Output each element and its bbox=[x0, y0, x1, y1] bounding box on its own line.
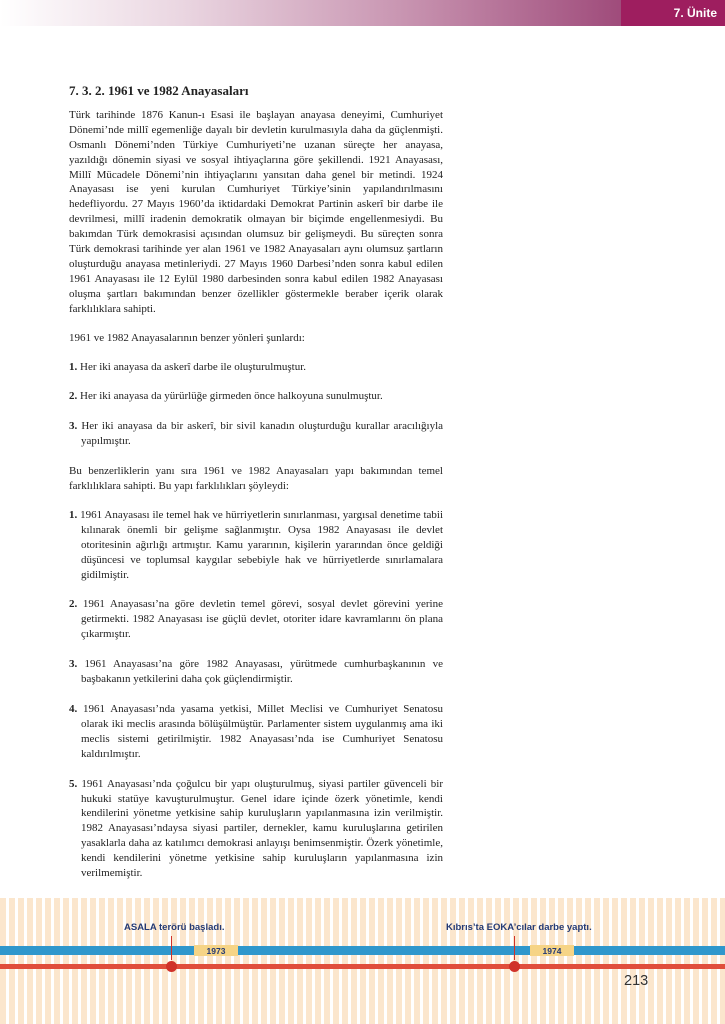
timeline-marker bbox=[166, 961, 177, 972]
item-number: 2. bbox=[69, 598, 78, 611]
item-text: Her iki anayasa da askerî darbe ile oluşturulmuştur. bbox=[80, 360, 307, 373]
item-number: 4. bbox=[69, 703, 78, 715]
similarity-item bbox=[69, 419, 443, 449]
item-text: 1961 Anayasası’na göre devletin temel görevi, sosyal devlet görevini yerine getirmekti. 1982 Anayasası ise güçlü devlet, otoriter idare kavramlarını ön plana çıkarmıştır. bbox=[81, 598, 444, 641]
page-number: 213 bbox=[624, 973, 649, 989]
similarity-item bbox=[69, 360, 443, 375]
timeline-marker-stem bbox=[514, 936, 515, 960]
item-text: Her iki anayasa da yürürlüğe girmeden önce halkoyuna sunulmuştur. bbox=[80, 390, 383, 403]
item-number: 2. bbox=[69, 390, 78, 403]
header-band bbox=[0, 0, 725, 26]
item-number: 1. bbox=[69, 508, 78, 521]
timeline-year: 1974 bbox=[530, 945, 574, 956]
difference-item bbox=[69, 597, 443, 642]
timeline-marker-stem bbox=[171, 936, 172, 960]
item-number: 3. bbox=[69, 658, 78, 671]
section-title: 7. 3. 2. 1961 ve 1982 Anayasaları bbox=[69, 83, 249, 98]
timeline-event-label: Kıbrıs’ta EOKA’cılar darbe yaptı. bbox=[446, 922, 592, 933]
timeline-year: 1973 bbox=[194, 945, 238, 956]
item-text: Her iki anayasa da bir askerî, bir sivil kanadın oluşturduğu kurallar aracılığıyla yapılmıştır. bbox=[81, 420, 444, 448]
similarity-item bbox=[69, 389, 443, 404]
item-text: 1961 Anayasası’nda yasama yetkisi, Millet Meclisi ve Cumhuriyet Senatosu olarak iki meclis arasında bölüşülmüştür. Parlamenter sistem uygulanmış ama iki meclis sistemi getirilmiştir. 1982 Anayasası’nda ise Cumhuriyet Senatosu kaldırılmıştır. bbox=[81, 703, 444, 760]
item-number: 3. bbox=[69, 420, 78, 433]
item-text: 1961 Anayasası’nda çoğulcu bir yapı oluşturulmuş, siyasi partiler güvenceli bir hukuki statüye kavuşturulmuştur. Genel idare içinde özerk yönetimle, kendi kendilerini yönetme yetkisine sahip kuruluşların yapılanmasına izin verilmiştir. 1982 Anayasası’ndaysa siyasi partiler, dernekler, kamu kuruluşlarına getirilen yasaklarla daha az katılımcı demokrasi anlayışı benimsenmiştir. Özerk yönetimle, kendi kendilerini yönetme yetkisine sahip kuruluşların yapılanmasına izin verilmemiştir. bbox=[81, 777, 444, 880]
unit-label: 7. Ünite bbox=[621, 0, 725, 26]
item-number: 5. bbox=[69, 777, 78, 790]
timeline bbox=[0, 898, 725, 1024]
difference-item bbox=[69, 702, 443, 762]
main-content bbox=[69, 84, 443, 896]
timeline-bar bbox=[0, 946, 725, 955]
timeline-event-label: ASALA terörü başladı. bbox=[124, 922, 225, 933]
timeline-line bbox=[0, 964, 725, 969]
difference-item bbox=[69, 508, 443, 583]
item-text: 1961 Anayasası ile temel hak ve hürriyetlerin sınırlanması, yargısal denetime tabii kılınarak önemli bir gelişme sağlanmıştır. Oysa 1982 Anayasası ile devlet otoritesinin ağırlığı artmıştır. Kamu yararının, kişilerin yararından önce geldiği düşüncesi ve toplumsal kaygılar sebebiyle hak ve hürriyetlerde sınırlamalara gidilmiştir. bbox=[80, 508, 444, 581]
similarities-intro: 1961 ve 1982 Anayasalarının benzer yönleri şunlardı: bbox=[69, 331, 305, 344]
intro-paragraph: Türk tarihinde 1876 Kanun-ı Esasi ile başlayan anayasa deneyimi, Cumhuriyet Dönemi’nde millî egemenliğe dayalı bir devletin kurulmasıyla daha da güçlenmişti. Osmanlı Dönemi’nden Türkiye Cumhuriyeti’ne uzanan süreçte her anayasa, yazıldığı dönemin siyasi ve sosyal ihtiyaçlarına göre şekillendi. 1921 Anayasası, Millî Mücadele Dönemi’nin ihtiyaçlarını yansıtan daha genel bir metindi. 1924 Anayasası ise yeni kurulan Cumhuriyet Türkiye’sinin yapılandırılmasını hedefliyordu. 27 Mayıs 1960’da iktidardaki Demokrat Partinin askerî bir darbe ile devrilmesi, millî iradenin demokratik olmayan bir biçimde engellenmesiydi. Bu bakımdan Türk demokrasisi açısından olumsuz bir gelişmeydi. Bu süreçten sonra Türk demokrasi tarihinde yer alan 1961 ve 1982 Anayasaları aynı olumsuz şartların oluşturduğu anayasa metinleriydi. 27 Mayıs 1960 Darbesi’nden sonra kabul edilen 1961 Anayasası ile 12 Eylül 1980 darbesinden sonra kabul edilen 1982 Anayasası oluşma şartları bakımından benzer özellikler göstermekle beraber içerik olarak farklılıklara sahipti. bbox=[69, 108, 443, 315]
differences-intro: Bu benzerliklerin yanı sıra 1961 ve 1982 Anayasaları yapı bakımından temel farklılıklara sahipti. Bu yapı farklılıkları şöyleydi: bbox=[69, 465, 443, 493]
difference-item bbox=[69, 657, 443, 687]
item-number: 1. bbox=[69, 360, 78, 373]
timeline-marker bbox=[509, 961, 520, 972]
item-text: 1961 Anayasası’na göre 1982 Anayasası, yürütmede cumhurbaşkanının ve başbakanın yetkilerini daha çok güçlendirmiştir. bbox=[81, 658, 444, 686]
difference-item bbox=[69, 777, 443, 881]
